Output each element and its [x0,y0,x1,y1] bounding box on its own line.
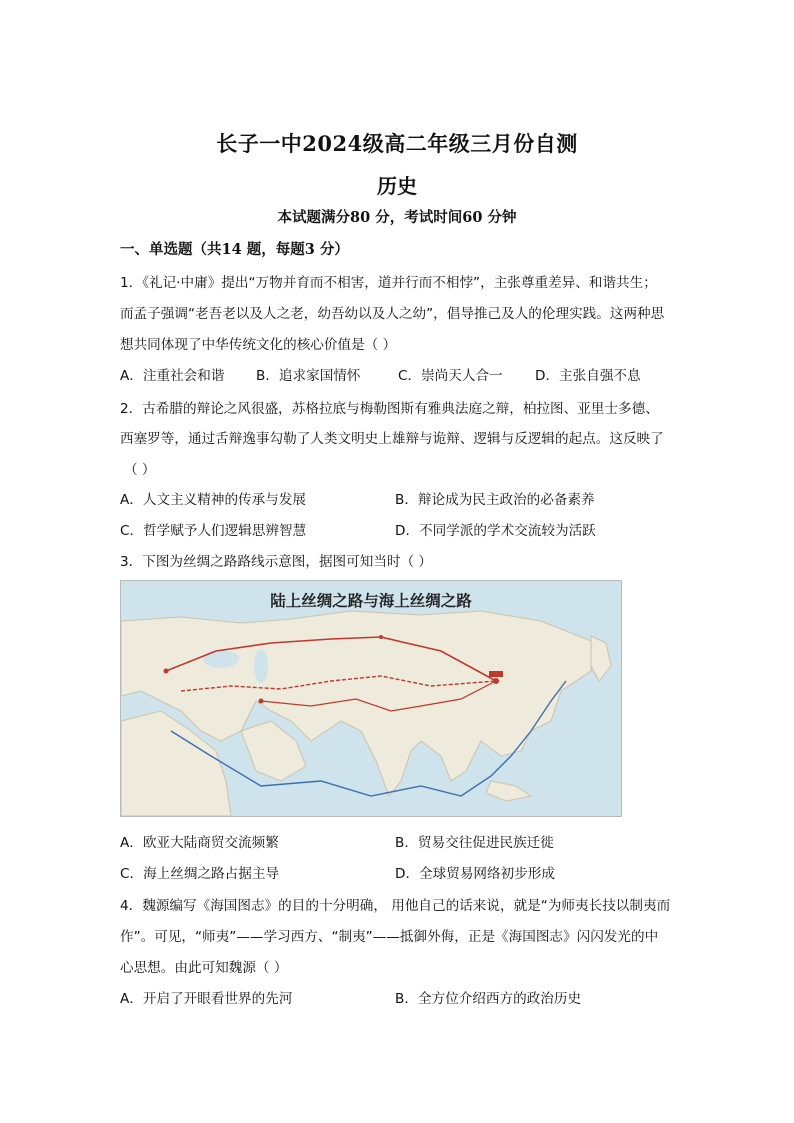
q4-line-2: 作”。可见，“师夷”——学习西方、“制夷”——抵御外侮，正是《海国图志》闪闪发光的中 [120,929,659,945]
city-marker [164,669,169,674]
q4-line-3: 心思想。由此可知魏源（ ） [120,960,288,976]
q2-option-c[interactable]: C．哲学赋予人们逻辑思辨智慧 [120,523,307,539]
q3-option-b[interactable]: B．贸易交往促进民族迁徙 [395,835,554,851]
q1-option-a[interactable]: A．注重社会和谐 [120,368,225,384]
silk-road-map-graphic [121,581,621,816]
q3-option-a[interactable]: A．欧亚大陆商贸交流频繁 [120,835,279,851]
q1-line-3: 想共同体现了中华传统文化的核心价值是（ ） [120,337,397,353]
q2-option-b[interactable]: B．辩论成为民主政治的必备素养 [395,492,595,508]
q2-line-3: （ ） [124,462,156,478]
land-japan [591,636,611,681]
q2-line-2: 西塞罗等，通过舌辩逸事勾勒了人类文明史上雄辩与诡辩、逻辑与反逻辑的起点。这反映了 [120,431,664,447]
q3-option-c[interactable]: C．海上丝绸之路占据主导 [120,866,280,882]
map-title: 陆上丝绸之路与海上丝绸之路 [270,592,472,610]
land-arabia [241,721,306,781]
land-caspian-sea [254,649,268,683]
q4-option-b[interactable]: B．全方位介绍西方的政治历史 [395,991,582,1007]
q1-line-1: 1．《礼记·中庸》提出“万物并育而不相害，道并行而不相悖”，主张尊重差异、和谐共生； [120,275,657,291]
land-black-sea [203,650,239,668]
city-marker [379,635,383,639]
capital-marker [489,671,503,677]
q1-option-c[interactable]: C．崇尚天人合一 [398,368,503,384]
q1-option-d[interactable]: D．主张自强不息 [535,368,641,384]
exam-note: 本试题满分80 分，考试时间60 分钟 [277,209,517,226]
q4-option-a[interactable]: A．开启了开眼看世界的先河 [120,991,293,1007]
q1-line-2: 而孟子强调“老吾老以及人之老，幼吾幼以及人之幼”，倡导推己及人的伦理实践。这两种思 [120,306,665,322]
silk-road-map [120,580,622,817]
section-heading: 一、单选题（共14 题，每题3 分） [120,241,349,258]
q2-option-a[interactable]: A．人文主义精神的传承与发展 [120,492,307,508]
q4-line-1: 4．魏源编写《海国图志》的目的十分明确， 用他自己的话来说，就是“为师夷长技以制夷而 [120,898,671,914]
q3-line-1: 3．下图为丝绸之路路线示意图，据图可知当时（ ） [120,554,433,570]
q3-option-d[interactable]: D．全球贸易网络初步形成 [395,866,555,882]
q2-line-1: 2．古希腊的辩论之风很盛，苏格拉底与梅勒图斯有雅典法庭之辩，柏拉图、亚里士多德、 [120,401,659,417]
city-marker [493,678,499,684]
land-southeast-islands [486,781,531,801]
q2-option-d[interactable]: D．不同学派的学术交流较为活跃 [395,523,596,539]
q1-option-b[interactable]: B．追求家国情怀 [256,368,361,384]
city-marker [259,699,264,704]
exam-title: 长子一中2024级高二年级三月份自测 [216,131,578,156]
subject-title: 历史 [377,174,417,198]
